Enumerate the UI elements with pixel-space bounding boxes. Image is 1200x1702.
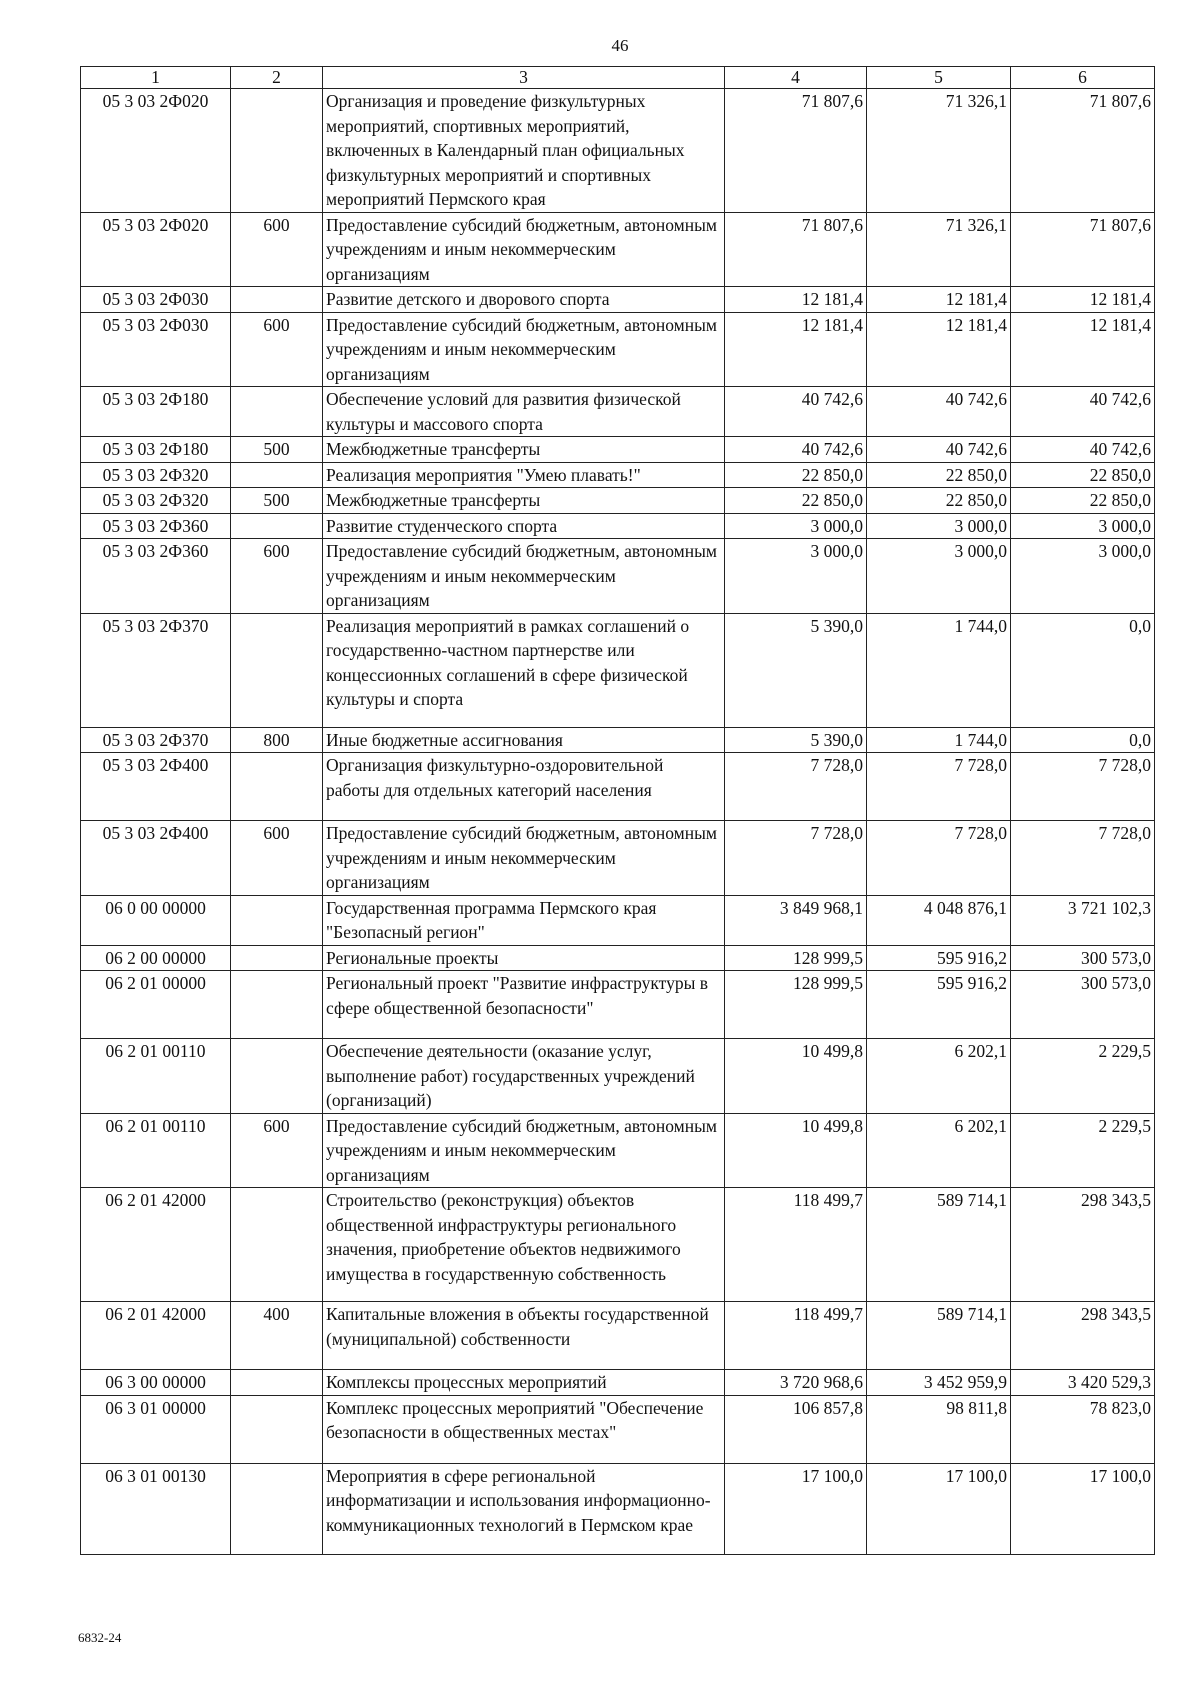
row-expense-kind xyxy=(231,1370,323,1396)
row-value-col6: 3 420 529,3 xyxy=(1011,1370,1155,1396)
row-value-col6: 298 343,5 xyxy=(1011,1188,1155,1302)
row-expense-kind xyxy=(231,613,323,727)
row-name: Комплекс процессных мероприятий "Обеспечение безопасности в общественных местах" xyxy=(323,1395,725,1463)
row-code: 06 3 00 00000 xyxy=(81,1370,231,1396)
row-code: 06 3 01 00130 xyxy=(81,1463,231,1554)
table-row xyxy=(81,727,1155,753)
row-value-col4: 118 499,7 xyxy=(725,1188,867,1302)
table-row xyxy=(81,312,1155,387)
row-code: 05 3 03 2Ф370 xyxy=(81,727,231,753)
row-name: Иные бюджетные ассигнования xyxy=(323,727,725,753)
row-value-col4: 10 499,8 xyxy=(725,1113,867,1188)
row-value-col6: 300 573,0 xyxy=(1011,971,1155,1039)
header-col-4: 4 xyxy=(725,67,867,89)
row-expense-kind: 800 xyxy=(231,727,323,753)
row-value-col6: 40 742,6 xyxy=(1011,387,1155,437)
row-name: Развитие студенческого спорта xyxy=(323,513,725,539)
row-code: 05 3 03 2Ф370 xyxy=(81,613,231,727)
table-row xyxy=(81,1039,1155,1114)
row-code: 06 2 01 00110 xyxy=(81,1113,231,1188)
row-name: Организация и проведение физкультурных мероприятий, спортивных мероприятий, включенных в Календарный план официальных физкультурных мероприятий и спортивных мероприятий Пермского края xyxy=(323,89,725,213)
row-name: Предоставление субсидий бюджетным, автономным учреждениям и иным некоммерческим организациям xyxy=(323,212,725,287)
row-code: 06 0 00 00000 xyxy=(81,895,231,945)
row-code: 06 2 01 42000 xyxy=(81,1302,231,1370)
row-code: 05 3 03 2Ф360 xyxy=(81,539,231,614)
row-name: Предоставление субсидий бюджетным, автономным учреждениям и иным некоммерческим организациям xyxy=(323,1113,725,1188)
row-value-col4: 106 857,8 xyxy=(725,1395,867,1463)
row-value-col6: 22 850,0 xyxy=(1011,488,1155,514)
row-code: 06 2 01 00000 xyxy=(81,971,231,1039)
row-value-col6: 3 721 102,3 xyxy=(1011,895,1155,945)
row-code: 05 3 03 2Ф030 xyxy=(81,312,231,387)
row-expense-kind: 600 xyxy=(231,539,323,614)
row-value-col5: 22 850,0 xyxy=(867,488,1011,514)
row-expense-kind xyxy=(231,753,323,821)
budget-table xyxy=(80,66,1155,1555)
table-row xyxy=(81,462,1155,488)
row-value-col5: 1 744,0 xyxy=(867,613,1011,727)
row-name: Строительство (реконструкция) объектов общественной инфраструктуры регионального значения, приобретение объектов недвижимого имущества в государственную собственность xyxy=(323,1188,725,1302)
table-row xyxy=(81,387,1155,437)
row-value-col4: 7 728,0 xyxy=(725,821,867,896)
row-value-col5: 98 811,8 xyxy=(867,1395,1011,1463)
row-value-col5: 595 916,2 xyxy=(867,971,1011,1039)
row-value-col5: 3 452 959,9 xyxy=(867,1370,1011,1396)
row-expense-kind: 500 xyxy=(231,437,323,463)
row-code: 06 2 01 42000 xyxy=(81,1188,231,1302)
row-value-col6: 71 807,6 xyxy=(1011,89,1155,213)
row-code: 05 3 03 2Ф320 xyxy=(81,488,231,514)
header-col-1: 1 xyxy=(81,67,231,89)
row-code: 05 3 03 2Ф030 xyxy=(81,287,231,313)
row-value-col6: 12 181,4 xyxy=(1011,287,1155,313)
row-value-col6: 12 181,4 xyxy=(1011,312,1155,387)
row-value-col6: 7 728,0 xyxy=(1011,821,1155,896)
row-code: 05 3 03 2Ф020 xyxy=(81,212,231,287)
table-row xyxy=(81,945,1155,971)
row-value-col6: 2 229,5 xyxy=(1011,1039,1155,1114)
row-value-col6: 7 728,0 xyxy=(1011,753,1155,821)
row-value-col4: 22 850,0 xyxy=(725,488,867,514)
row-value-col6: 17 100,0 xyxy=(1011,1463,1155,1554)
header-col-2: 2 xyxy=(231,67,323,89)
row-value-col6: 40 742,6 xyxy=(1011,437,1155,463)
table-row xyxy=(81,89,1155,213)
row-expense-kind xyxy=(231,1188,323,1302)
row-name: Обеспечение деятельности (оказание услуг, выполнение работ) государственных учреждений (организаций) xyxy=(323,1039,725,1114)
row-value-col5: 71 326,1 xyxy=(867,212,1011,287)
table-row xyxy=(81,287,1155,313)
row-code: 05 3 03 2Ф400 xyxy=(81,753,231,821)
row-expense-kind xyxy=(231,895,323,945)
row-value-col5: 3 000,0 xyxy=(867,539,1011,614)
row-value-col6: 298 343,5 xyxy=(1011,1302,1155,1370)
table-row xyxy=(81,437,1155,463)
header-col-5: 5 xyxy=(867,67,1011,89)
row-value-col5: 40 742,6 xyxy=(867,387,1011,437)
row-value-col4: 12 181,4 xyxy=(725,287,867,313)
table-row xyxy=(81,1302,1155,1370)
header-row xyxy=(81,67,1155,89)
row-value-col4: 7 728,0 xyxy=(725,753,867,821)
row-value-col4: 17 100,0 xyxy=(725,1463,867,1554)
row-expense-kind xyxy=(231,971,323,1039)
page-number: 46 xyxy=(611,36,629,55)
row-expense-kind xyxy=(231,945,323,971)
table-row xyxy=(81,821,1155,896)
row-name: Мероприятия в сфере региональной информатизации и использования информационно-коммуникационных технологий в Пермском крае xyxy=(323,1463,725,1554)
row-expense-kind xyxy=(231,1395,323,1463)
row-value-col6: 3 000,0 xyxy=(1011,513,1155,539)
table-row xyxy=(81,895,1155,945)
row-value-col4: 71 807,6 xyxy=(725,212,867,287)
row-value-col5: 12 181,4 xyxy=(867,287,1011,313)
table-body xyxy=(81,89,1155,1555)
row-name: Реализация мероприятия "Умею плавать!" xyxy=(323,462,725,488)
row-name: Реализация мероприятий в рамках соглашений о государственно-частном партнерстве или концессионных соглашений в сфере физической культуры и спорта xyxy=(323,613,725,727)
row-code: 05 3 03 2Ф180 xyxy=(81,387,231,437)
row-name: Региональные проекты xyxy=(323,945,725,971)
row-value-col4: 40 742,6 xyxy=(725,387,867,437)
row-value-col4: 10 499,8 xyxy=(725,1039,867,1114)
row-value-col6: 2 229,5 xyxy=(1011,1113,1155,1188)
row-expense-kind: 600 xyxy=(231,312,323,387)
row-expense-kind xyxy=(231,462,323,488)
row-code: 05 3 03 2Ф180 xyxy=(81,437,231,463)
row-expense-kind xyxy=(231,387,323,437)
table-row xyxy=(81,1188,1155,1302)
row-value-col4: 3 720 968,6 xyxy=(725,1370,867,1396)
footer-code: 6832-24 xyxy=(78,1630,122,1645)
table-row xyxy=(81,971,1155,1039)
table-row xyxy=(81,753,1155,821)
table-row xyxy=(81,539,1155,614)
row-name: Региональный проект "Развитие инфраструктуры в сфере общественной безопасности" xyxy=(323,971,725,1039)
row-value-col4: 5 390,0 xyxy=(725,727,867,753)
row-code: 06 2 01 00110 xyxy=(81,1039,231,1114)
row-value-col5: 1 744,0 xyxy=(867,727,1011,753)
row-value-col5: 22 850,0 xyxy=(867,462,1011,488)
row-name: Межбюджетные трансферты xyxy=(323,488,725,514)
row-value-col4: 3 000,0 xyxy=(725,513,867,539)
row-value-col4: 3 000,0 xyxy=(725,539,867,614)
row-name: Развитие детского и дворового спорта xyxy=(323,287,725,313)
row-name: Комплексы процессных мероприятий xyxy=(323,1370,725,1396)
row-name: Обеспечение условий для развития физической культуры и массового спорта xyxy=(323,387,725,437)
row-value-col5: 40 742,6 xyxy=(867,437,1011,463)
row-value-col4: 128 999,5 xyxy=(725,971,867,1039)
row-value-col5: 7 728,0 xyxy=(867,753,1011,821)
row-value-col5: 4 048 876,1 xyxy=(867,895,1011,945)
row-name: Капитальные вложения в объекты государственной (муниципальной) собственности xyxy=(323,1302,725,1370)
row-value-col5: 7 728,0 xyxy=(867,821,1011,896)
row-value-col4: 40 742,6 xyxy=(725,437,867,463)
row-expense-kind: 600 xyxy=(231,821,323,896)
table-row xyxy=(81,488,1155,514)
row-name: Предоставление субсидий бюджетным, автономным учреждениям и иным некоммерческим организациям xyxy=(323,821,725,896)
row-expense-kind: 400 xyxy=(231,1302,323,1370)
row-expense-kind xyxy=(231,89,323,213)
row-value-col4: 71 807,6 xyxy=(725,89,867,213)
row-value-col5: 589 714,1 xyxy=(867,1302,1011,1370)
table-row xyxy=(81,1113,1155,1188)
table-row xyxy=(81,212,1155,287)
row-name: Межбюджетные трансферты xyxy=(323,437,725,463)
row-code: 06 3 01 00000 xyxy=(81,1395,231,1463)
row-code: 05 3 03 2Ф020 xyxy=(81,89,231,213)
row-code: 05 3 03 2Ф360 xyxy=(81,513,231,539)
row-code: 05 3 03 2Ф400 xyxy=(81,821,231,896)
header-col-6: 6 xyxy=(1011,67,1155,89)
table-row xyxy=(81,1395,1155,1463)
row-code: 05 3 03 2Ф320 xyxy=(81,462,231,488)
row-value-col5: 595 916,2 xyxy=(867,945,1011,971)
row-value-col6: 3 000,0 xyxy=(1011,539,1155,614)
row-value-col5: 71 326,1 xyxy=(867,89,1011,213)
row-value-col6: 78 823,0 xyxy=(1011,1395,1155,1463)
row-value-col4: 128 999,5 xyxy=(725,945,867,971)
row-expense-kind xyxy=(231,287,323,313)
row-expense-kind: 500 xyxy=(231,488,323,514)
row-value-col4: 3 849 968,1 xyxy=(725,895,867,945)
row-value-col6: 71 807,6 xyxy=(1011,212,1155,287)
row-expense-kind: 600 xyxy=(231,212,323,287)
row-value-col5: 17 100,0 xyxy=(867,1463,1011,1554)
row-expense-kind xyxy=(231,1463,323,1554)
row-value-col5: 6 202,1 xyxy=(867,1113,1011,1188)
row-value-col6: 0,0 xyxy=(1011,727,1155,753)
row-value-col4: 5 390,0 xyxy=(725,613,867,727)
header-col-3: 3 xyxy=(323,67,725,89)
table-row xyxy=(81,613,1155,727)
row-expense-kind xyxy=(231,513,323,539)
row-value-col4: 12 181,4 xyxy=(725,312,867,387)
table-row xyxy=(81,513,1155,539)
row-name: Предоставление субсидий бюджетным, автономным учреждениям и иным некоммерческим организациям xyxy=(323,539,725,614)
row-name: Организация физкультурно-оздоровительной работы для отдельных категорий населения xyxy=(323,753,725,821)
row-value-col5: 6 202,1 xyxy=(867,1039,1011,1114)
row-name: Государственная программа Пермского края "Безопасный регион" xyxy=(323,895,725,945)
row-name: Предоставление субсидий бюджетным, автономным учреждениям и иным некоммерческим организациям xyxy=(323,312,725,387)
row-value-col5: 589 714,1 xyxy=(867,1188,1011,1302)
table-row xyxy=(81,1463,1155,1554)
row-value-col5: 3 000,0 xyxy=(867,513,1011,539)
row-value-col4: 118 499,7 xyxy=(725,1302,867,1370)
row-expense-kind xyxy=(231,1039,323,1114)
row-value-col6: 0,0 xyxy=(1011,613,1155,727)
row-value-col5: 12 181,4 xyxy=(867,312,1011,387)
row-code: 06 2 00 00000 xyxy=(81,945,231,971)
row-value-col4: 22 850,0 xyxy=(725,462,867,488)
table-row xyxy=(81,1370,1155,1396)
row-value-col6: 300 573,0 xyxy=(1011,945,1155,971)
row-expense-kind: 600 xyxy=(231,1113,323,1188)
row-value-col6: 22 850,0 xyxy=(1011,462,1155,488)
